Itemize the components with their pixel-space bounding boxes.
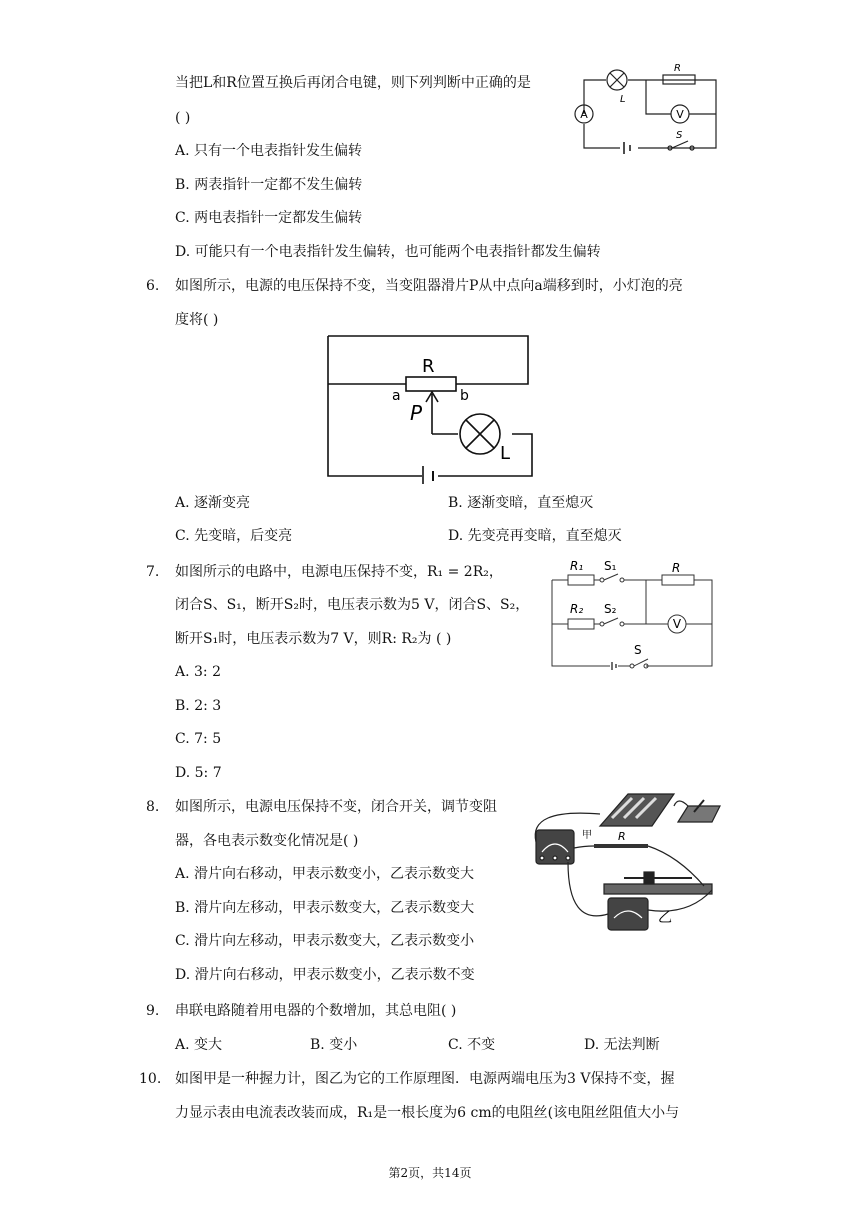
q6-end-b-label: b xyxy=(460,388,469,404)
q5-circuit-diagram xyxy=(568,62,720,154)
q7-number: 7. xyxy=(146,564,160,580)
q7-voltmeter-label: V xyxy=(672,617,682,631)
q8-number: 8. xyxy=(146,799,160,815)
q8-meter-b-label: 乙 xyxy=(658,910,672,926)
q7-s1-label: S₁ xyxy=(604,559,617,573)
q6-option-c: C. 先变暗，后变亮 xyxy=(175,528,293,544)
q5-option-b: B. 两表指针一定都不发生偏转 xyxy=(175,177,363,193)
q9-number: 9. xyxy=(146,1003,160,1019)
q6-option-d: D. 先变亮再变暗，直至熄灭 xyxy=(448,528,622,544)
q10-number: 10. xyxy=(139,1071,162,1087)
q6-option-b: B. 逐渐变暗，直至熄灭 xyxy=(448,495,594,511)
q9-stem: 串联电路随着用电器的个数增加，其总电阻( ) xyxy=(175,1003,457,1019)
q6-slider-label: P xyxy=(410,401,423,425)
q10-stem-line1: 如图甲是一种握力计，图乙为它的工作原理图．电源两端电压为3 V保持不变，握 xyxy=(175,1071,675,1087)
q5-switch-label: S xyxy=(676,130,683,141)
q9-option-a: A. 变大 xyxy=(175,1037,223,1053)
q6-option-a: A. 逐渐变亮 xyxy=(175,495,251,511)
q9-option-b: B. 变小 xyxy=(310,1037,358,1053)
q5-stem-line1: 当把L和R位置互换后再闭合电键，则下列判断中正确的是 xyxy=(175,75,531,91)
q7-switch-label: S xyxy=(634,643,642,657)
q10-stem-line2: 力显示表由电流表改装而成，R₁是一根长度为6 cm的电阻丝(该电阻丝阻值大小与 xyxy=(175,1105,680,1121)
q5-lamp-label: L xyxy=(620,94,626,105)
q7-r-label: R xyxy=(672,561,681,575)
q8-stem-line2: 器，各电表示数变化情况是( ) xyxy=(175,833,359,849)
q5-resistor-label: R xyxy=(674,63,681,74)
q7-option-c: C. 7: 5 xyxy=(175,731,222,747)
q5-ammeter-label: A xyxy=(580,108,588,121)
q7-s2-label: S₂ xyxy=(604,602,617,616)
q8-resistor-label: R xyxy=(618,830,626,843)
q6-lamp-label: L xyxy=(500,443,511,464)
q7-option-d: D. 5: 7 xyxy=(175,765,222,781)
q7-r2-label: R₂ xyxy=(570,602,584,616)
q7-circuit-diagram xyxy=(548,558,716,670)
q5-stem-line2: ( ) xyxy=(175,110,191,126)
q6-stem-line1: 如图所示，电源的电压保持不变，当变阻器滑片P从中点向a端移到时，小灯泡的亮 xyxy=(175,278,683,294)
q9-option-d: D. 无法判断 xyxy=(584,1037,660,1053)
q6-resistor-label: R xyxy=(422,356,435,377)
q5-option-a: A. 只有一个电表指针发生偏转 xyxy=(175,143,363,159)
q6-end-a-label: a xyxy=(392,388,401,404)
q8-option-d: D. 滑片向右移动，甲表示数变小，乙表示数不变 xyxy=(175,967,475,983)
q8-apparatus-illustration xyxy=(528,786,724,934)
q5-option-d: D. 可能只有一个电表指针发生偏转，也可能两个电表指针都发生偏转 xyxy=(175,244,601,260)
q7-stem-line3: 断开S₁时，电压表示数为7 V，则R: R₂为 ( ) xyxy=(175,631,452,647)
q5-option-c: C. 两电表指针一定都发生偏转 xyxy=(175,210,363,226)
q7-option-a: A. 3: 2 xyxy=(175,664,221,680)
q8-meter-a-label: 甲 xyxy=(582,830,592,841)
q6-number: 6. xyxy=(146,278,160,294)
q8-option-a: A. 滑片向右移动，甲表示数变小，乙表示数变大 xyxy=(175,866,475,882)
q8-stem-line1: 如图所示，电源电压保持不变，闭合开关，调节变阻 xyxy=(175,799,497,815)
q8-option-c: C. 滑片向左移动，甲表示数变大，乙表示数变小 xyxy=(175,933,475,949)
q9-option-c: C. 不变 xyxy=(448,1037,496,1053)
q5-voltmeter-label: V xyxy=(676,108,684,121)
q7-stem-line1: 如图所示的电路中，电源电压保持不变，R₁ = 2R₂， xyxy=(175,564,503,580)
q8-option-b: B. 滑片向左移动，甲表示数变大，乙表示数变大 xyxy=(175,900,475,916)
q7-r1-label: R₁ xyxy=(570,559,584,573)
q6-stem-line2: 度将( ) xyxy=(175,312,219,328)
q7-stem-line2: 闭合S、S₁，断开S₂时，电压表示数为5 V，闭合S、S₂， xyxy=(175,597,530,613)
page-footer: 第2页，共14页 xyxy=(388,1166,472,1180)
q7-option-b: B. 2: 3 xyxy=(175,698,222,714)
q6-circuit-diagram xyxy=(322,334,538,484)
